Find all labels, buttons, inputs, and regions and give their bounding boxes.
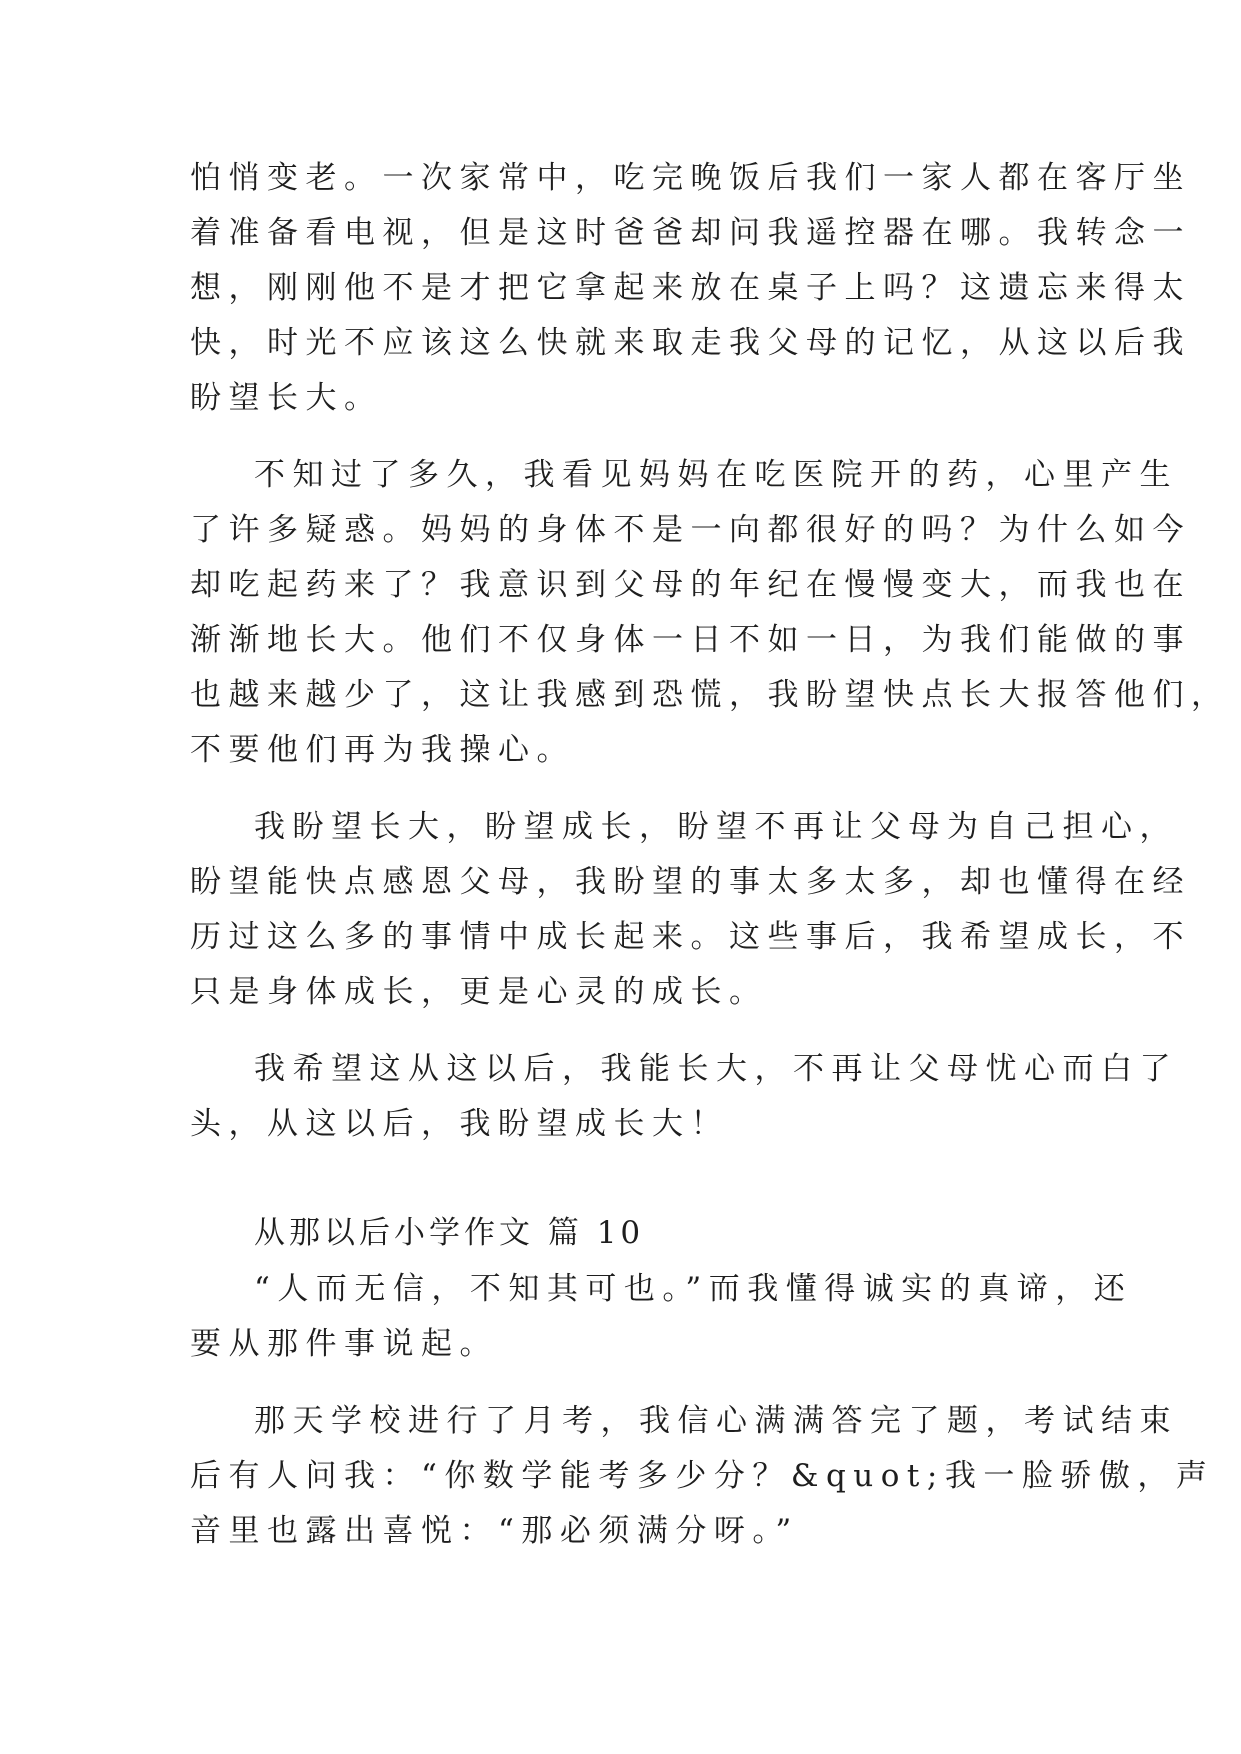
text-line: 着准备看电视，但是这时爸爸却问我遥控器在哪。我转念一 [190,215,1191,251]
text-line: 要从那件事说起。 [190,1326,498,1362]
paragraph-first-line: 我希望这从这以后，我能长大，不再让父母忧心而白了 [254,1051,1178,1087]
paragraph-first-line: “人而无信，不知其可也。”而我懂得诚实的真谛，还 [254,1271,1133,1307]
paragraph-first-line: 我盼望长大，盼望成长，盼望不再让父母为自己担心， [254,809,1178,845]
text-line: 头，从这以后，我盼望成长大！ [190,1106,729,1142]
text-line: 历过这么多的事情中成长起来。这些事后，我希望成长，不 [190,919,1191,955]
text-line: 也越来越少了，这让我感到恐慌，我盼望快点长大报答他们， [190,677,1230,713]
text-line: 只是身体成长，更是心灵的成长。 [190,974,768,1010]
text-line: 音里也露出喜悦：“那必须满分呀。” [190,1513,799,1549]
paragraph-first-line: 不知过了多久，我看见妈妈在吃医院开的药，心里产生 [254,457,1178,493]
text-line: 不要他们再为我操心。 [190,732,575,768]
text-line: 想，刚刚他不是才把它拿起来放在桌子上吗？这遗忘来得太 [190,270,1191,306]
section-heading: 从那以后小学作文 篇 10 [254,1215,645,1251]
text-line: 却吃起药来了？我意识到父母的年纪在慢慢变大，而我也在 [190,567,1191,603]
text-line: 后有人问我：“你数学能考多少分？&quot;我一脸骄傲，声 [190,1458,1215,1494]
text-line: 了许多疑惑。妈妈的身体不是一向都很好的吗？为什么如今 [190,512,1191,548]
text-line: 怕悄变老。一次家常中，吃完晚饭后我们一家人都在客厅坐 [190,160,1191,196]
text-line: 盼望长大。 [190,380,383,416]
text-line: 渐渐地长大。他们不仅身体一日不如一日，为我们能做的事 [190,622,1191,658]
paragraph-first-line: 那天学校进行了月考，我信心满满答完了题，考试结束 [254,1403,1178,1439]
text-line: 盼望能快点感恩父母，我盼望的事太多太多，却也懂得在经 [190,864,1191,900]
text-line: 快，时光不应该这么快就来取走我父母的记忆，从这以后我 [190,325,1191,361]
